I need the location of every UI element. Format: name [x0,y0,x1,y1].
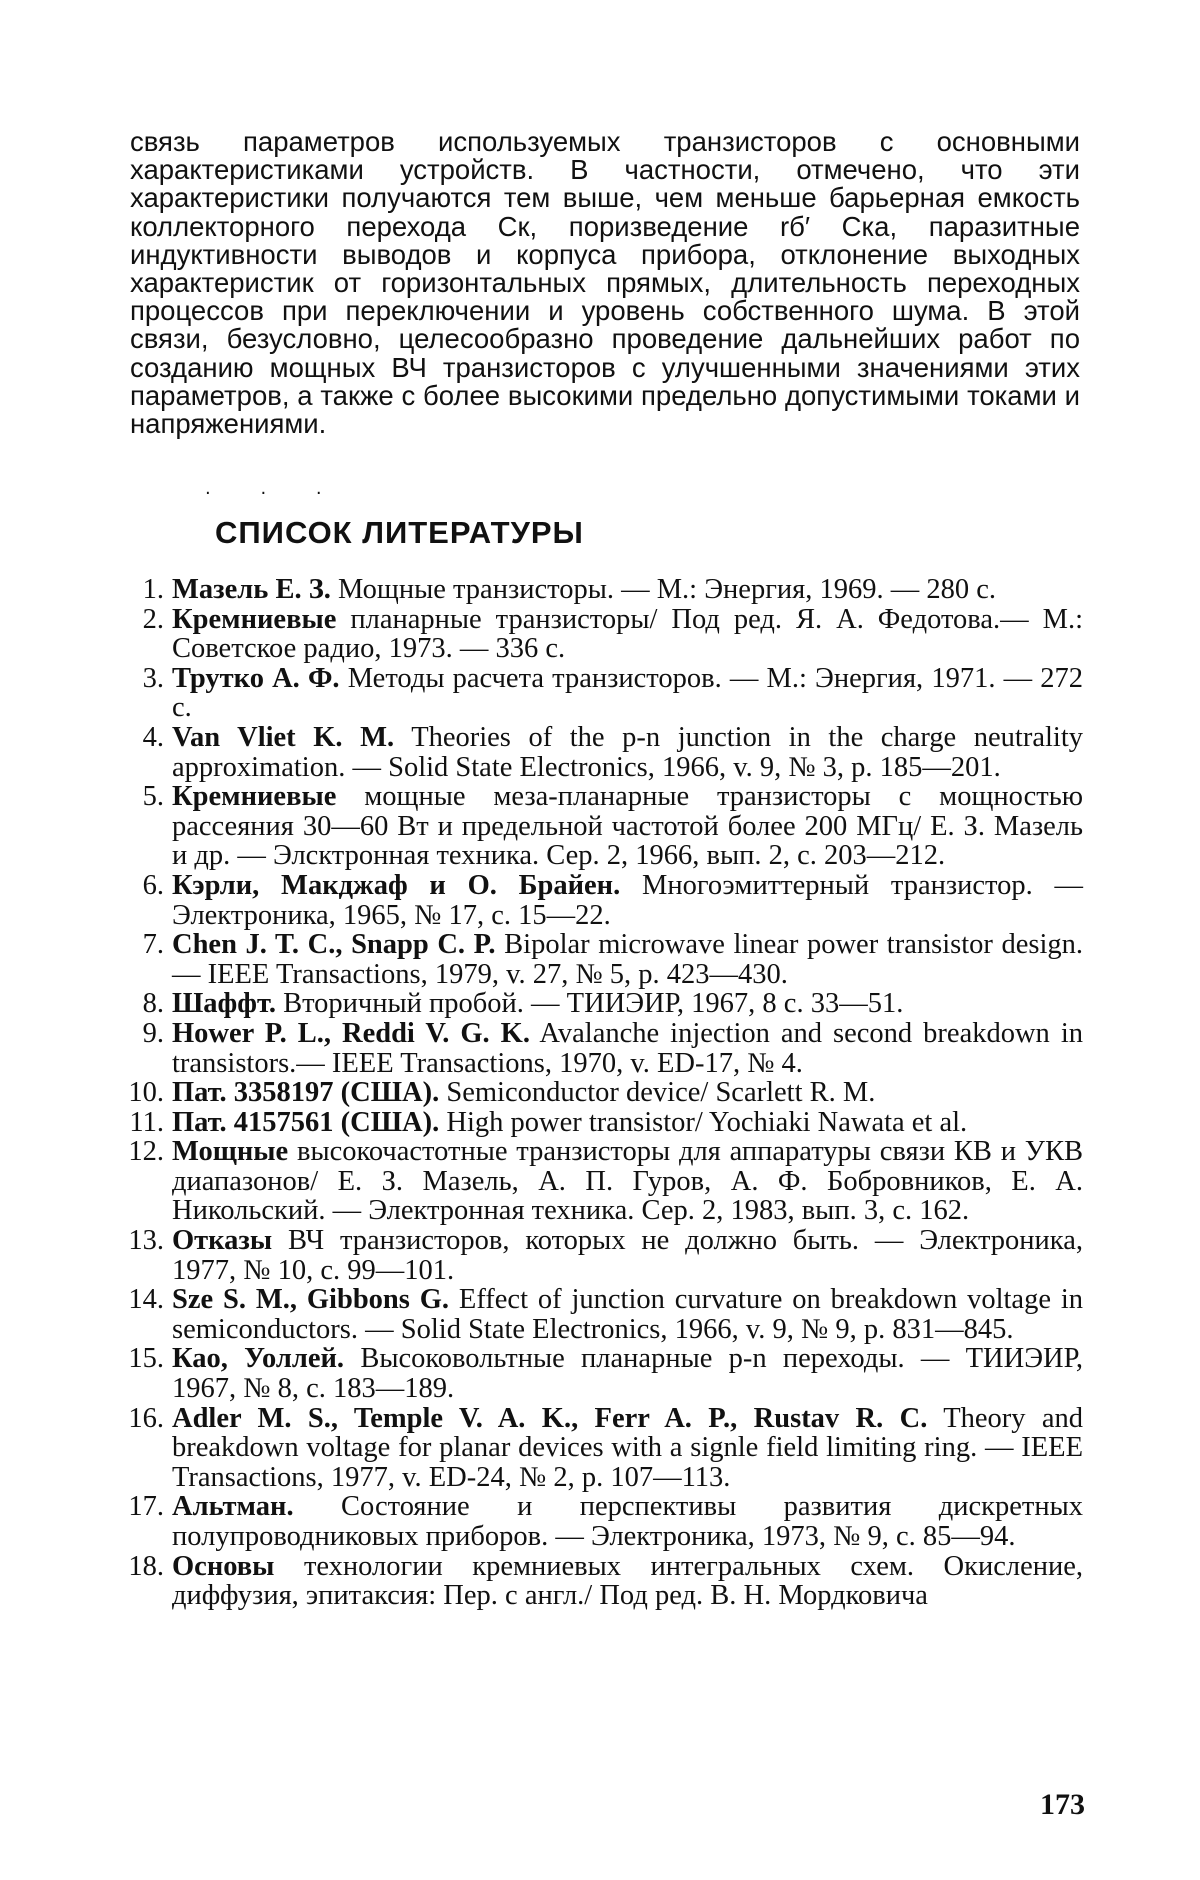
reference-number: 18. [128,1550,164,1582]
reference-number: 3. [142,662,164,694]
reference-number: 15. [128,1343,164,1375]
reference-item [128,1552,1083,1611]
reference-text: Semiconductor device/ Scarlett R. M. [446,1077,876,1109]
reference-text: Вторичный пробой. — ТИИЭИР, 1967, 8 с. 33—51. [283,988,904,1020]
reference-item [128,575,1083,605]
reference-number: 4. [142,721,164,753]
reference-item [128,930,1083,989]
reference-number: 2. [142,603,164,635]
reference-text: Bipolar microwave linear power transistor design. — IEEE Transactions, 1979, v. 27, № 5, p. 423—430. [172,929,1084,990]
reference-text: Theories of the p-n junction in the charge neutrality approximation. — Solid State Electronics, 1966, v. 9, № 3, p. 185—201. [172,721,1083,783]
reference-author: Као, Уоллей. [172,1343,345,1375]
reference-text: высокочастотные транзисторы для аппаратуры связи КВ и УКВ диапазонов/ Е. З. Мазель, А. П. Гуров, А. Ф. Бобровников, Е. А. Никольский. — Электронная техника. Сер. 2, 1983, вып. 3, с. 162. [172,1136,1083,1227]
reference-author: Sze S. M., Gibbons G. [172,1284,450,1316]
reference-number: 9. [142,1017,164,1049]
reference-author: Van Vliet K. M. [172,721,395,753]
reference-number: 7. [142,929,164,961]
reference-number: 6. [142,869,164,901]
reference-number: 8. [142,988,164,1020]
reference-author: Альтман. [172,1491,294,1523]
reference-number: 17. [128,1491,164,1523]
reference-author: Шаффт. [172,988,276,1020]
reference-text: Avalanche injection and second breakdown in transistors.— IEEE Transactions, 1970, v. ED-17, № 4. [172,1017,1083,1079]
reference-author: Пат. 4157561 (США). [172,1106,440,1138]
reference-number: 10. [128,1077,164,1109]
reference-author: Кремниевые [172,781,337,813]
section-ornament: . . . [205,478,344,499]
reference-author: Пат. 3358197 (США). [172,1077,440,1109]
reference-number: 1. [142,574,164,605]
reference-number: 13. [128,1225,164,1257]
reference-text: High power transistor/ Yochiaki Nawata et al. [446,1106,968,1138]
reference-item [128,1226,1083,1285]
reference-number: 11. [129,1106,164,1138]
reference-text: ВЧ транзисторов, которых не должно быть. — Электроника, 1977, № 10, с. 99—101. [172,1225,1084,1286]
reference-text: Theory and breakdown voltage for planar devices with a signle field limiting ring. — IEEE Transactions, 1977, v. ED-24, № 2, p. 107—113. [172,1402,1083,1493]
reference-text: мощные меза-планарные транзисторы с мощностью рассеяния 30—60 Вт и предельной частотой более 200 МГц/ Е. З. Мазель и др. — Элсктронная техника. Сер. 2, 1966, вып. 2, с. 203—212. [172,781,1083,872]
reference-item [128,989,1083,1019]
reference-text: Многоэмиттерный транзистор. — Электроника, 1965, № 17, с. 15—22. [172,869,1083,931]
reference-item [128,605,1083,664]
reference-item [128,1019,1083,1078]
reference-item [128,871,1083,930]
reference-text: Методы расчета транзисторов. — М.: Энергия, 1971. — 272 с. [172,662,1083,724]
reference-list [128,575,1083,1611]
reference-author: Отказы [172,1225,273,1257]
reference-item [128,1108,1083,1138]
reference-number: 14. [128,1284,164,1316]
reference-item [128,1404,1083,1493]
reference-author: Hower P. L., Reddi V. G. K. [172,1017,530,1049]
reference-author: Кэрли, Макджаф и О. Брайен. [172,869,621,901]
reference-author: Мощные [172,1136,289,1168]
reference-item [128,723,1083,782]
reference-text: технологии кремниевых интегральных схем. Окисление, диффузия, эпитаксия: Пер. с англ./ Под ред. В. Н. Мордковича [172,1550,1084,1612]
reference-author: Основы [172,1550,275,1582]
reference-item [128,1137,1083,1226]
reference-item [128,1078,1083,1108]
references-heading: СПИСОК ЛИТЕРАТУРЫ [215,515,584,550]
reference-text: Высоковольтные планарные p-n переходы. — ТИИЭИР, 1967, № 8, с. 183—189. [172,1343,1084,1405]
reference-item [128,1285,1083,1344]
reference-author: Мазель Е. З. [172,574,331,605]
reference-number: 16. [128,1402,164,1434]
reference-number: 12. [128,1136,164,1168]
page-number: 173 [1040,1788,1085,1821]
reference-author: Кремниевые [172,603,337,635]
reference-item [128,1492,1083,1551]
reference-author: Chen J. T. C., Snapp C. P. [172,929,496,961]
reference-item [128,664,1083,723]
intro-paragraph: связь параметров используемых транзисторов с основными характеристиками устройств. В частности, отмечено, что эти характеристики получаются тем выше, чем меньше барьерная емкость коллекторного перехода Cк, поризведение rб′ Cка, паразитные индуктивности выводов и корпуса прибора, отклонение выходных характеристик от горизонтальных прямых, длительность переходных процессов при переключении и уровень собственного шума. В этой связи, безусловно, целесообразно проведение дальнейших работ по созданию мощных ВЧ транзисторов с улучшенными значениями этих параметров, а также с более высокими предельно допустимыми токами и напряжениями. [130,126,1080,440]
reference-author: Adler M. S., Temple V. A. K., Ferr A. P., Rustav R. C. [172,1402,928,1434]
reference-text: Мощные транзисторы. — М.: Энергия, 1969. — 280 с. [338,574,997,605]
reference-text: планарные транзисторы/ Под ред. Я. А. Федотова.— М.: Советское радио, 1973. — 336 с. [172,603,1084,665]
reference-text: Состояние и перспективы развития дискретных полупроводниковых приборов. — Электроника, 1973, № 9, с. 85—94. [172,1491,1084,1552]
reference-number: 5. [142,781,164,813]
reference-item [128,1344,1083,1403]
reference-item [128,782,1083,871]
reference-text: Effect of junction curvature on breakdown voltage in semiconductors. — Solid State Electronics, 1966, v. 9, № 9, p. 831—845. [172,1284,1084,1345]
reference-author: Трутко А. Ф. [172,662,340,694]
